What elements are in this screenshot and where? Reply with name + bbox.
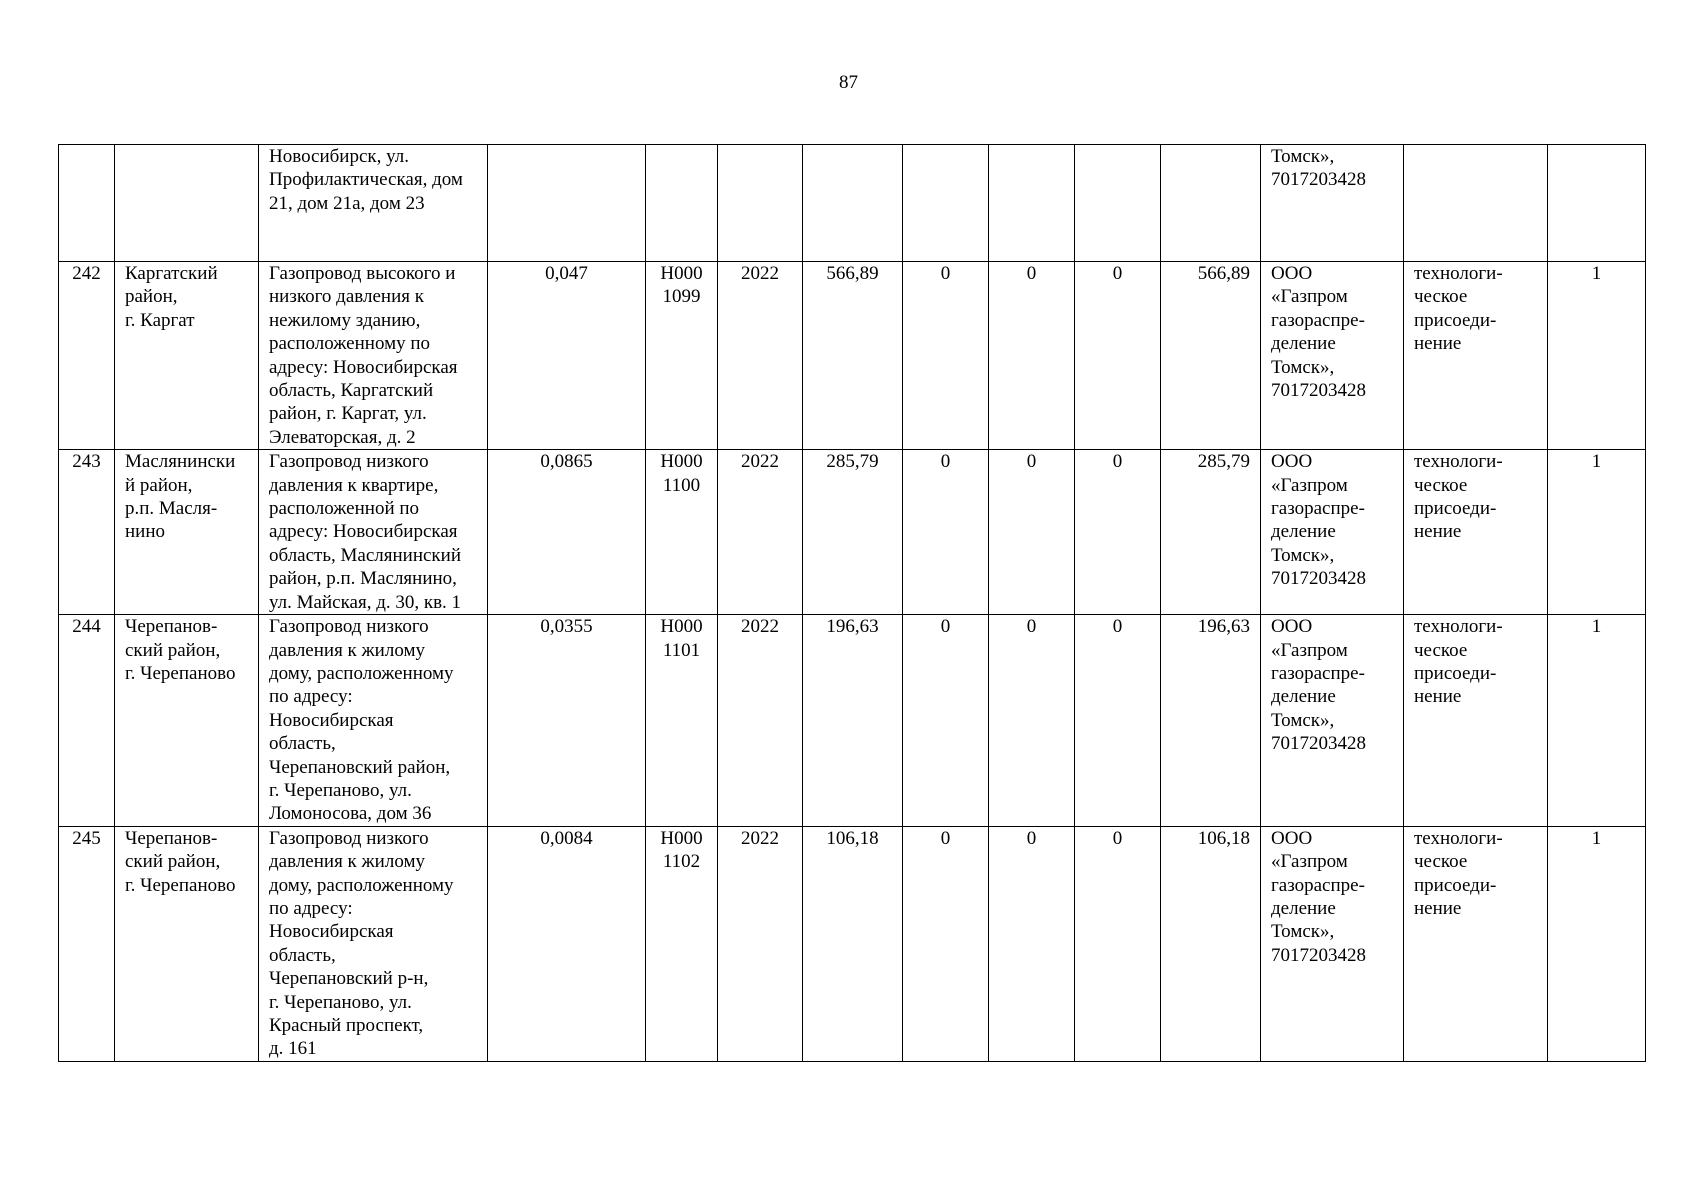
cell-organization-line: ООО [1271, 263, 1313, 284]
cell-number [59, 145, 115, 262]
cell-description-line: Новосибирская [269, 921, 394, 943]
table-row [59, 262, 1646, 450]
cell-area-line: Черепанов- [125, 616, 218, 638]
cell-description-line: район, г. Каргат, ул. [269, 403, 427, 425]
cell-total: 196,63 [803, 615, 903, 827]
cell-purpose-line: ческое [1414, 639, 1468, 661]
cell-description-line: 21, дом 21а, дом 23 [269, 192, 425, 214]
cell-value-4: 196,63 [1161, 615, 1261, 827]
cell-code [646, 450, 718, 615]
cell-value-1: 0 [903, 615, 989, 827]
cell-organization-line: ООО [1271, 827, 1313, 849]
cell-number: 245 [59, 826, 115, 1061]
cell-area [115, 826, 259, 1061]
cell-organization-line: газораспре- [1271, 309, 1365, 331]
cell-purpose-line: технологи- [1414, 451, 1503, 473]
cell-area-line: Маслянински [125, 451, 236, 473]
table-row [59, 145, 1646, 262]
cell-description-line: Красный проспект, [269, 1015, 424, 1036]
cell-code-line: Н000 [660, 451, 703, 473]
cell-description-line: Черепановский район, [269, 756, 451, 778]
cell-description-line: Газопровод низкого [269, 616, 429, 638]
cell-description-line: область, [269, 733, 336, 755]
cell-length: 0,0865 [488, 450, 646, 615]
cell-total: 106,18 [803, 826, 903, 1061]
cell-value-3 [1075, 145, 1161, 262]
cell-description-line: Новосибирск, ул. [269, 146, 410, 167]
cell-area-line: й район, [125, 474, 193, 496]
cell-value-1: 0 [903, 262, 989, 450]
cell-code [646, 615, 718, 827]
cell-organization-line: «Газпром [1271, 286, 1348, 308]
cell-area-line: Каргатский [125, 263, 218, 284]
cell-year: 2022 [718, 262, 803, 450]
cell-organization-line: «Газпром [1271, 851, 1348, 873]
cell-description-line: низкого давления к [269, 286, 424, 308]
cell-organization-line: 7017203428 [1271, 380, 1366, 402]
cell-year: 2022 [718, 615, 803, 827]
cell-organization [1261, 826, 1404, 1061]
cell-value-4: 285,79 [1161, 450, 1261, 615]
cell-organization-line: Томск», [1271, 921, 1335, 943]
cell-length [488, 145, 646, 262]
cell-description-line: по адресу: [269, 897, 353, 919]
cell-description-line: Газопровод низкого [269, 827, 429, 849]
cell-quantity: 1 [1548, 450, 1646, 615]
table-row [59, 615, 1646, 827]
cell-description-line: Ломоносова, дом 36 [269, 803, 432, 825]
cell-code-line: 1099 [662, 286, 701, 308]
cell-number: 244 [59, 615, 115, 827]
cell-year: 2022 [718, 450, 803, 615]
cell-purpose-line: нение [1414, 521, 1462, 543]
cell-code-line: Н000 [660, 827, 703, 849]
cell-description-line: Газопровод высокого и [269, 263, 456, 284]
cell-value-2: 0 [989, 262, 1075, 450]
cell-purpose-line: нение [1414, 333, 1462, 355]
cell-purpose [1404, 450, 1548, 615]
cell-purpose [1404, 826, 1548, 1061]
cell-code [646, 145, 718, 262]
cell-area [115, 615, 259, 827]
cell-value-2: 0 [989, 615, 1075, 827]
cell-organization-line: ООО [1271, 451, 1313, 473]
cell-quantity: 1 [1548, 615, 1646, 827]
table-body [59, 145, 1646, 1062]
cell-organization-line: Томск», [1271, 146, 1335, 167]
cell-organization [1261, 262, 1404, 450]
cell-description-line: нежилому зданию, [269, 309, 421, 331]
cell-description-line: Новосибирская [269, 709, 394, 731]
cell-area-line: ский район, [125, 851, 221, 873]
cell-code-line: Н000 [660, 263, 703, 284]
cell-value-2: 0 [989, 826, 1075, 1061]
cell-description [259, 145, 488, 262]
cell-organization-line: Томск», [1271, 544, 1335, 566]
cell-value-1: 0 [903, 826, 989, 1061]
cell-purpose-line: присоеди- [1414, 874, 1497, 896]
cell-value-3: 0 [1075, 262, 1161, 450]
cell-description-line: адресу: Новосибирская [269, 521, 458, 543]
cell-year: 2022 [718, 826, 803, 1061]
cell-value-3: 0 [1075, 450, 1161, 615]
objects-table [58, 144, 1646, 1062]
cell-description-line: расположенному по [269, 333, 431, 355]
cell-description-line: Черепановский р-н, [269, 968, 429, 990]
cell-area-line: Черепанов- [125, 827, 218, 849]
cell-area-line: г. Каргат [125, 309, 195, 331]
cell-description-line: д. 161 [269, 1038, 317, 1060]
cell-purpose-line: ческое [1414, 474, 1468, 496]
cell-organization-line: деление [1271, 521, 1336, 543]
cell-organization [1261, 145, 1404, 262]
cell-description-line: адресу: Новосибирская [269, 356, 458, 378]
cell-purpose-line: технологи- [1414, 827, 1503, 849]
cell-value-4: 106,18 [1161, 826, 1261, 1061]
cell-purpose [1404, 262, 1548, 450]
cell-description-line: область, Маслянинский [269, 544, 461, 566]
cell-description-line: Профилактическая, дом [269, 169, 463, 191]
cell-area-line: нино [125, 521, 166, 543]
cell-organization-line: деление [1271, 897, 1336, 919]
cell-area [115, 262, 259, 450]
cell-value-2: 0 [989, 450, 1075, 615]
cell-value-3: 0 [1075, 615, 1161, 827]
cell-organization-line: «Газпром [1271, 474, 1348, 496]
cell-code-line: 1101 [662, 639, 701, 661]
cell-organization-line: 7017203428 [1271, 944, 1366, 966]
cell-purpose [1404, 145, 1548, 262]
cell-quantity [1548, 145, 1646, 262]
cell-purpose-line: нение [1414, 897, 1462, 919]
cell-area-line: ский район, [125, 639, 221, 661]
cell-total [803, 145, 903, 262]
cell-description-line: г. Черепаново, ул. [269, 991, 412, 1013]
cell-description [259, 262, 488, 450]
cell-description [259, 450, 488, 615]
cell-description-line: Газопровод низкого [269, 451, 429, 473]
cell-description-line: давления к квартире, [269, 474, 439, 496]
cell-purpose-line: технологи- [1414, 263, 1503, 284]
cell-purpose-line: ческое [1414, 851, 1468, 873]
cell-area [115, 145, 259, 262]
cell-value-1 [903, 145, 989, 262]
cell-organization-line: деление [1271, 333, 1336, 355]
cell-organization-line: 7017203428 [1271, 169, 1366, 191]
cell-purpose-line: присоеди- [1414, 662, 1497, 684]
cell-organization-line: ООО [1271, 616, 1313, 638]
cell-area-line: район, [125, 286, 178, 308]
cell-area-line: р.п. Масля- [125, 498, 218, 520]
cell-purpose-line: технологи- [1414, 616, 1503, 638]
cell-value-4 [1161, 145, 1261, 262]
cell-description-line: расположенной по [269, 498, 420, 520]
cell-value-4: 566,89 [1161, 262, 1261, 450]
cell-code-line: 1102 [662, 851, 701, 873]
cell-description-line: область, Каргатский [269, 380, 434, 402]
cell-value-2 [989, 145, 1075, 262]
cell-purpose-line: ческое [1414, 286, 1468, 308]
cell-organization-line: 7017203428 [1271, 568, 1366, 590]
cell-length: 0,047 [488, 262, 646, 450]
cell-description [259, 826, 488, 1061]
cell-description-line: давления к жилому [269, 851, 425, 873]
cell-area-line: г. Черепаново [125, 874, 236, 896]
cell-organization-line: газораспре- [1271, 874, 1365, 896]
cell-description-line: район, р.п. Маслянино, [269, 568, 457, 590]
cell-organization-line: «Газпром [1271, 639, 1348, 661]
cell-quantity: 1 [1548, 826, 1646, 1061]
cell-area [115, 450, 259, 615]
cell-number: 242 [59, 262, 115, 450]
cell-description-line: Элеваторская, д. 2 [269, 426, 416, 448]
cell-organization-line: Томск», [1271, 356, 1335, 378]
cell-quantity: 1 [1548, 262, 1646, 450]
cell-description-line: дому, расположенному [269, 662, 454, 684]
cell-description-line: ул. Майская, д. 30, кв. 1 [269, 591, 462, 613]
cell-description-line: по адресу: [269, 686, 353, 708]
table-row [59, 826, 1646, 1061]
cell-description-line: область, [269, 944, 336, 966]
cell-purpose-line: присоеди- [1414, 309, 1497, 331]
cell-organization-line: деление [1271, 686, 1336, 708]
page-number: 87 [839, 72, 858, 93]
cell-area-line: г. Черепаново [125, 662, 236, 684]
cell-purpose [1404, 615, 1548, 827]
cell-organization-line: газораспре- [1271, 498, 1365, 520]
cell-organization-line: Томск», [1271, 709, 1335, 731]
cell-code-line: Н000 [660, 616, 703, 638]
cell-number: 243 [59, 450, 115, 615]
cell-length: 0,0355 [488, 615, 646, 827]
cell-code-line: 1100 [662, 474, 701, 496]
cell-description-line: г. Черепаново, ул. [269, 779, 412, 801]
cell-purpose-line: присоеди- [1414, 498, 1497, 520]
cell-code [646, 262, 718, 450]
cell-description-line: давления к жилому [269, 639, 425, 661]
cell-year [718, 145, 803, 262]
cell-value-3: 0 [1075, 826, 1161, 1061]
cell-total: 285,79 [803, 450, 903, 615]
cell-total: 566,89 [803, 262, 903, 450]
cell-description [259, 615, 488, 827]
table-row [59, 450, 1646, 615]
cell-organization-line: 7017203428 [1271, 733, 1366, 755]
cell-code [646, 826, 718, 1061]
cell-purpose-line: нение [1414, 686, 1462, 708]
cell-organization [1261, 450, 1404, 615]
cell-organization [1261, 615, 1404, 827]
cell-length: 0,0084 [488, 826, 646, 1061]
cell-description-line: дому, расположенному [269, 874, 454, 896]
cell-value-1: 0 [903, 450, 989, 615]
cell-organization-line: газораспре- [1271, 662, 1365, 684]
